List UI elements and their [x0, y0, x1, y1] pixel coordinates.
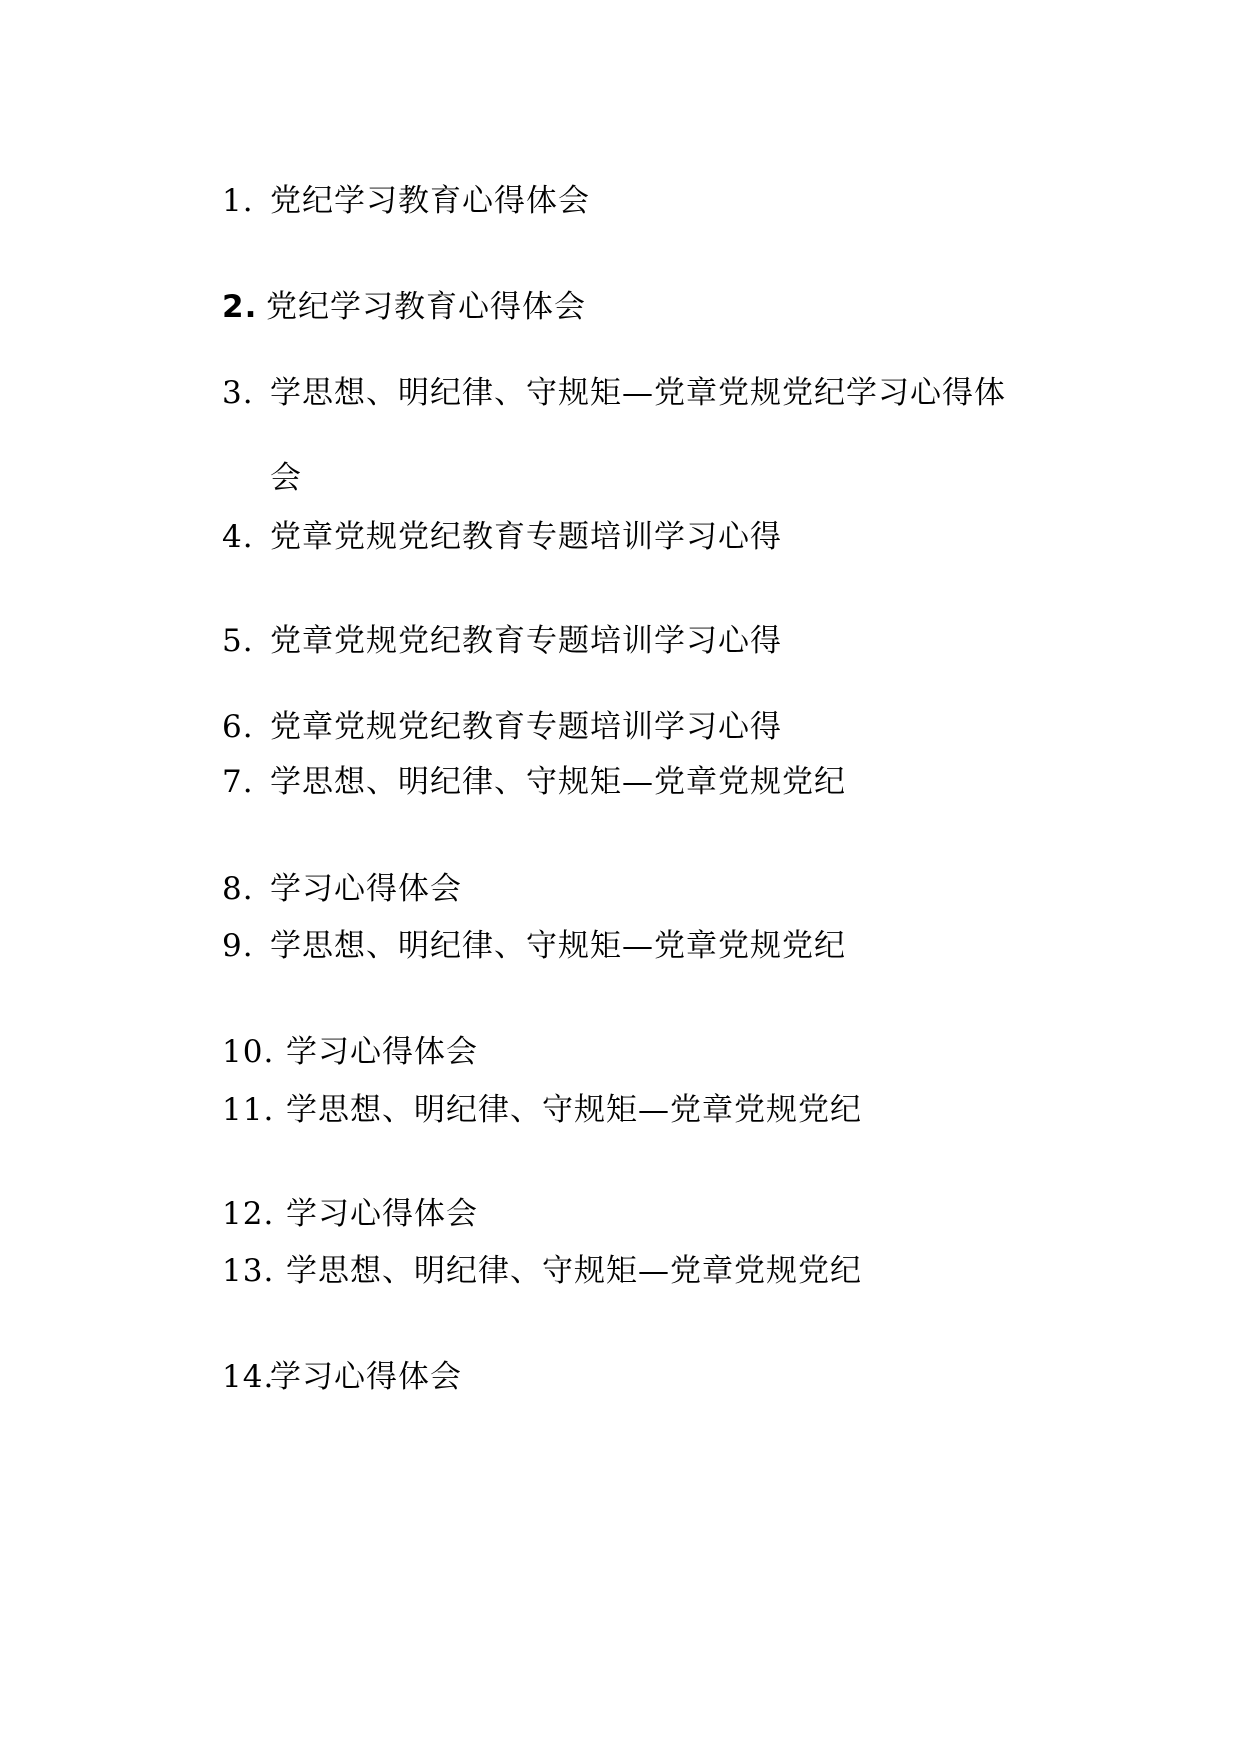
toc-number: 14.: [222, 1359, 275, 1395]
toc-number: 9.: [222, 928, 254, 964]
toc-number: 8.: [222, 871, 254, 907]
toc-number: 2.: [222, 289, 258, 325]
toc-title: 学思想、明纪律、守规矩—党章党规党纪学习心得体: [270, 375, 1006, 411]
toc-number: 6.: [222, 709, 254, 745]
toc-title: 学思想、明纪律、守规矩—党章党规党纪: [286, 1253, 862, 1289]
toc-title: 党章党规党纪教育专题培训学习心得: [270, 519, 782, 555]
toc-title: 学思想、明纪律、守规矩—党章党规党纪: [270, 928, 846, 964]
toc-number: 1.: [222, 183, 254, 219]
toc-title: 学习心得体会: [286, 1196, 478, 1232]
toc-title: 学习心得体会: [270, 871, 462, 907]
toc-title-continued: 会: [270, 460, 302, 496]
toc-title: 党纪学习教育心得体会: [270, 183, 590, 219]
toc-title: 党纪学习教育心得体会: [266, 289, 586, 325]
toc-title: 学思想、明纪律、守规矩—党章党规党纪: [270, 764, 846, 800]
toc-title: 学思想、明纪律、守规矩—党章党规党纪: [286, 1092, 862, 1128]
toc-number: 3.: [222, 375, 254, 411]
toc-number: 5.: [222, 623, 254, 659]
toc-number: 10.: [222, 1034, 275, 1070]
toc-number: 4.: [222, 519, 254, 555]
toc-title: 党章党规党纪教育专题培训学习心得: [270, 623, 782, 659]
toc-title: 学习心得体会: [270, 1359, 462, 1395]
toc-number: 7.: [222, 764, 254, 800]
toc-number: 12.: [222, 1196, 275, 1232]
toc-title: 学习心得体会: [286, 1034, 478, 1070]
toc-number: 11.: [222, 1092, 275, 1128]
toc-title: 党章党规党纪教育专题培训学习心得: [270, 709, 782, 745]
toc-number: 13.: [222, 1253, 275, 1289]
